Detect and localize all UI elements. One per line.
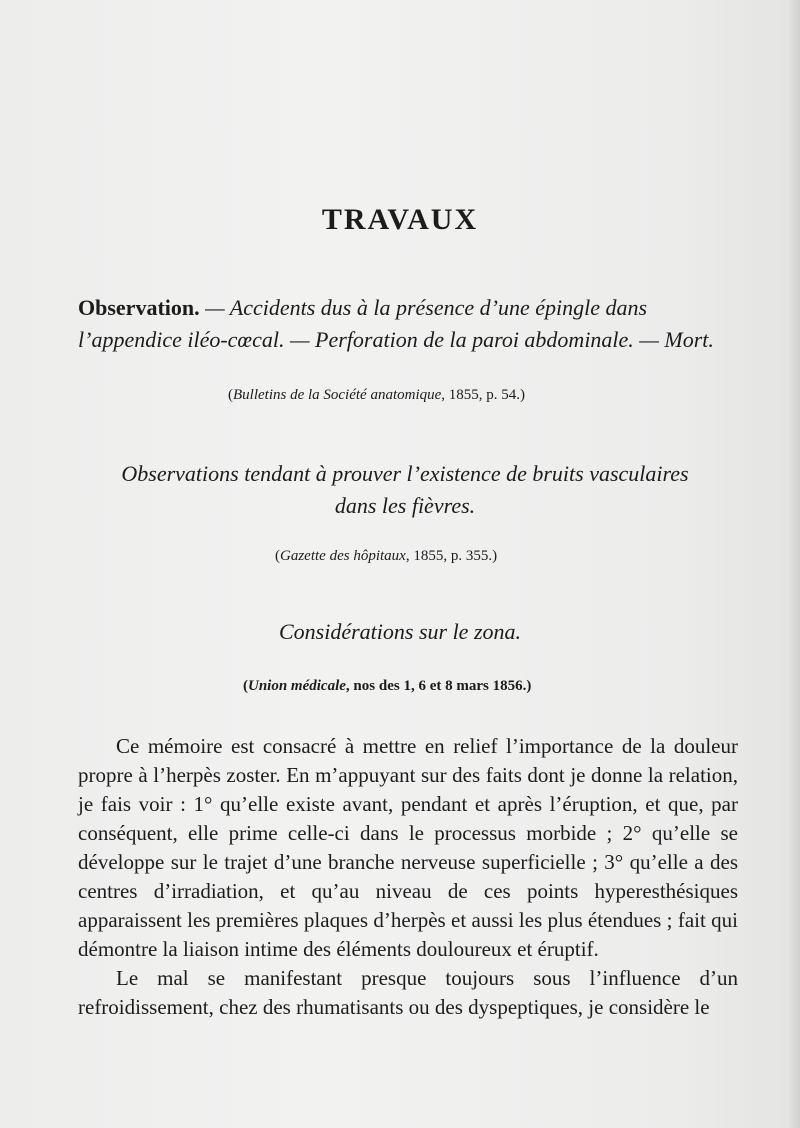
page-heading: TRAVAUX — [321, 203, 479, 236]
entry-1-source-details: , 1855, p. 54.) — [441, 387, 526, 403]
body-paragraph-2: Le mal se manifestant presque toujours sous l’influence d’un refroidissement, chez des rhumatisants ou des dyspeptiques, je considère le — [78, 966, 738, 1019]
entry-2-source-details: , 1855, p. 355.) — [405, 548, 498, 564]
body-text — [78, 732, 738, 1022]
entry-3-source-journal: Union médicale — [248, 678, 346, 694]
entry-1-title-lead: Observation. — [78, 295, 200, 320]
entry-1-source-journal: Bulletins de la Société anatomique — [233, 387, 442, 403]
entry-3-source-details: , nos des 1, 6 et 8 mars 1856.) — [345, 678, 532, 694]
entry-1-title — [78, 292, 738, 356]
entry-1-source: (Bulletins de la Société anatomique, 1855, p. 54.) — [228, 387, 526, 403]
entry-1-title-rest: — Accidents dus à la présence d’une épingle dans l’appendice iléo-cœcal. — Perforation de la paroi abdominale. — Mort. — [78, 295, 714, 352]
entry-2-title: Observations tendant à prouver l’existence de bruits vasculaires dans les fièvres. — [121, 461, 689, 518]
entry-3-source: (Union médicale, nos des 1, 6 et 8 mars 1856.) — [243, 678, 532, 694]
entry-2-source-journal: Gazette des hôpitaux — [280, 548, 406, 564]
body-paragraph-1: Ce mémoire est consacré à mettre en relief l’importance de la douleur propre à l’herpès zoster. En m’appuyant sur des faits dont je donne la relation, je fais voir : 1° qu’elle existe avant, pendant et après l’éruption, et que, par conséquent, elle prime celle-ci dans le processus morbide ; 2° qu’elle se développe sur le trajet d’une branche nerveuse superficielle ; 3° qu’elle a des centres d’irradiation, et qu’au niveau de ces points hyperesthésiques apparaissent les premières plaques d’herpès et aussi les plus étendues ; fait qui démontre la liaison intime des éléments douloureux et éruptif. — [78, 734, 738, 961]
entry-3-title: Considérations sur le zona. — [278, 619, 522, 644]
entry-2-source: (Gazette des hôpitaux, 1855, p. 355.) — [275, 548, 498, 564]
